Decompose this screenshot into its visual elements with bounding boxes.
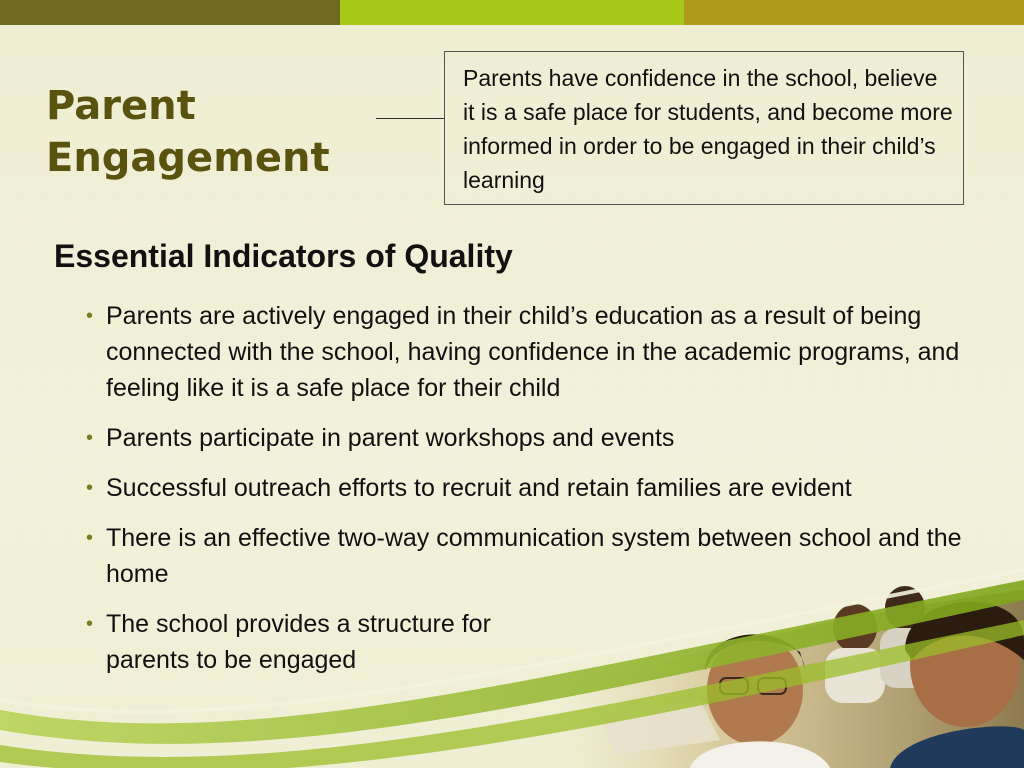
list-item: [86, 470, 1016, 506]
header-band-lime: [340, 0, 684, 25]
list-item-text: The school provides a structure for parents to be engaged: [106, 610, 491, 674]
section-heading: Essential Indicators of Quality: [54, 238, 513, 274]
bullet-icon: •: [86, 427, 94, 449]
bullet-icon: •: [86, 527, 94, 549]
title-line-1: Parent: [46, 83, 196, 129]
list-item-text: There is an effective two-way communication system between school and the home: [106, 524, 962, 588]
bullet-icon: •: [86, 477, 94, 499]
list-item: [86, 420, 1016, 456]
bullet-icon: •: [86, 613, 94, 635]
list-item-text: Parents participate in parent workshops and events: [106, 424, 675, 452]
students-photo-decoration: [0, 540, 1024, 768]
callout-connector-line: [376, 118, 444, 119]
header-band-dark: [0, 0, 340, 25]
title-line-2: Engagement: [46, 135, 330, 181]
header-band-gold: [684, 0, 1024, 25]
callout-box: Parents have confidence in the school, believe it is a safe place for students, and become more informed in order to be engaged in their child’s learning: [444, 51, 964, 205]
slide-title: [46, 80, 376, 184]
list-item: [86, 298, 1016, 406]
list-item-text: Successful outreach efforts to recruit and retain families are evident: [106, 474, 852, 502]
list-item-text: Parents are actively engaged in their child’s education as a result of being connected with the school, having confidence in the academic programs, and feeling like it is a safe place for their child: [106, 302, 960, 402]
bullet-icon: •: [86, 305, 94, 327]
